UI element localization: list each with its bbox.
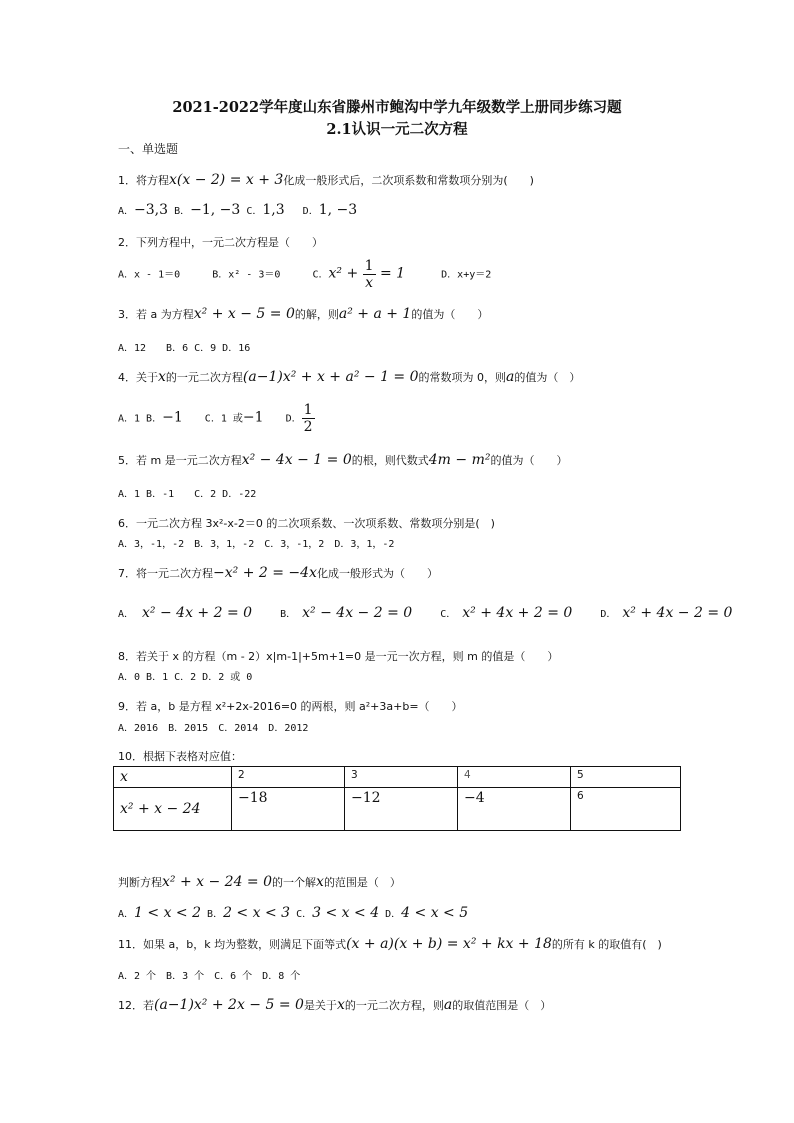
q4-option-c-value: −1 bbox=[242, 409, 264, 426]
q12-pre: 12．若 bbox=[118, 999, 154, 1012]
q10-option-c: C． bbox=[296, 909, 313, 920]
q1-option-b-value: −1, −3 bbox=[190, 202, 241, 218]
table-cell: −18 bbox=[232, 788, 345, 831]
table-cell: −4 bbox=[458, 788, 571, 831]
q2-fraction-denominator: x bbox=[365, 275, 374, 291]
q3-equation: x² + x − 5 = 0 bbox=[193, 306, 295, 322]
table-row bbox=[114, 767, 681, 788]
q1-pre: 1．将方程 bbox=[118, 174, 169, 187]
question-1-options bbox=[118, 202, 357, 218]
q4-variable-a: a bbox=[506, 369, 515, 385]
q7-option-c-value: x² + 4x + 2 = 0 bbox=[462, 605, 573, 621]
question-10: 10．根据下表格对应值： bbox=[118, 750, 242, 763]
table-cell: 6 bbox=[571, 788, 681, 831]
q7-equation: −x² + 2 = −4x bbox=[213, 565, 317, 581]
question-10-options bbox=[118, 905, 468, 921]
q12-variable: x bbox=[336, 997, 345, 1013]
question-4-options bbox=[118, 402, 315, 435]
q3-post: 的值为（ ） bbox=[411, 308, 489, 321]
q7-option-b: B． bbox=[280, 609, 297, 620]
table-cell: x bbox=[114, 767, 232, 788]
table-cell: 4 bbox=[458, 767, 571, 788]
q7-option-c: C． bbox=[440, 609, 457, 620]
q10-option-a-value: 1 < x < 2 bbox=[134, 905, 202, 921]
q1-option-d-value: 1, −3 bbox=[318, 202, 358, 218]
question-8-options: A．0 B．1 C．2 D．2 或 0 bbox=[118, 672, 253, 683]
q3-pre: 3．若 a 为方程 bbox=[118, 308, 194, 321]
q2-option-a: A．x - 1＝0 bbox=[118, 269, 181, 281]
q4-variable: x bbox=[158, 369, 166, 385]
q10-option-c-value: 3 < x < 4 bbox=[312, 905, 380, 921]
q2-option-b: B．x² - 3＝0 bbox=[212, 269, 281, 281]
question-7-options bbox=[118, 605, 732, 621]
question-3 bbox=[118, 306, 488, 322]
q2-option-c-fraction bbox=[363, 258, 376, 291]
q4-option-d-fraction bbox=[302, 402, 315, 435]
q10-post: 的范围是（ ） bbox=[323, 876, 401, 889]
q11-equation: (x + a)(x + b) = x² + kx + 18 bbox=[346, 936, 552, 952]
q4-fraction-denominator: 2 bbox=[303, 419, 313, 435]
q10-equation: x² + x − 24 = 0 bbox=[162, 874, 273, 890]
q2-option-c-lhs: x² + bbox=[328, 265, 363, 282]
q1-option-c: C． bbox=[246, 206, 263, 217]
q4-pre: 4．关于 bbox=[118, 371, 158, 384]
q12-mid: 是关于 bbox=[303, 999, 337, 1012]
question-9-options: A．2016 B．2015 C．2014 D．2012 bbox=[118, 723, 309, 734]
q7-pre: 7．将一元二次方程 bbox=[118, 567, 213, 580]
question-8: 8．若关于 x 的方程（m - 2）x|m-1|+5m+1=0 是一元一次方程，则 m 的值是（ ） bbox=[118, 650, 559, 663]
q7-option-d-value: x² + 4x − 2 = 0 bbox=[622, 605, 733, 621]
q3-expression: a² + a + 1 bbox=[338, 306, 412, 322]
q11-post: 的所有 k 的取值有( ) bbox=[551, 938, 662, 951]
q2-option-c: C． bbox=[312, 269, 329, 281]
q4-fraction-numerator: 1 bbox=[303, 402, 313, 418]
q4-option-d: D． bbox=[285, 413, 302, 425]
q1-option-d: D． bbox=[302, 206, 319, 217]
q12-post: 的取值范围是（ ） bbox=[452, 999, 552, 1012]
q4-mid2: 的常数项为 0，则 bbox=[418, 371, 507, 384]
q12-mid2: 的一元二次方程，则 bbox=[344, 999, 444, 1012]
q10-option-b: B． bbox=[207, 909, 224, 920]
question-6: 6．一元二次方程 3x²-x-2＝0 的二次项系数、一次项系数、常数项分别是( ) bbox=[118, 517, 495, 530]
question-4 bbox=[118, 369, 580, 385]
q5-equation: x² − 4x − 1 = 0 bbox=[241, 452, 352, 468]
q1-option-b: B． bbox=[174, 206, 191, 217]
question-9: 9．若 a，b 是方程 x²+2x-2016=0 的两根，则 a²+3a+b=（ ） bbox=[118, 700, 463, 713]
table-cell: −12 bbox=[345, 788, 458, 831]
q12-equation: (a−1)x² + 2x − 5 = 0 bbox=[154, 997, 304, 1013]
q1-equation: x(x − 2) = x + 3 bbox=[169, 172, 284, 188]
q10-pre: 判断方程 bbox=[118, 876, 162, 889]
q7-option-a-value: x² − 4x + 2 = 0 bbox=[142, 605, 253, 621]
q7-option-a: A． bbox=[118, 609, 135, 620]
q12-variable-a: a bbox=[443, 997, 453, 1013]
table-cell: 3 bbox=[345, 767, 458, 788]
question-1 bbox=[118, 172, 534, 188]
question-11-options: A．2 个 B．3 个 C．6 个 D．8 个 bbox=[118, 971, 301, 982]
q4-mid: 的一元二次方程 bbox=[165, 371, 243, 384]
table-cell: x² + x − 24 bbox=[114, 788, 232, 831]
q4-option-b-value: −1 bbox=[162, 409, 183, 426]
q5-mid: 的根，则代数式 bbox=[351, 454, 429, 467]
section-heading: 一、单选题 bbox=[118, 142, 179, 156]
document-subtitle: 2.1认识一元二次方程 bbox=[326, 121, 468, 138]
question-5 bbox=[118, 452, 567, 468]
q1-option-c-value: 1,3 bbox=[262, 202, 285, 218]
document-title: 2021-2022学年度山东省滕州市鲍沟中学九年级数学上册同步练习题 bbox=[172, 99, 622, 116]
q2-option-c-rhs: = 1 bbox=[375, 265, 406, 282]
q7-option-b-value: x² − 4x − 2 = 0 bbox=[302, 605, 413, 621]
q5-pre: 5．若 m 是一元二次方程 bbox=[118, 454, 242, 467]
q1-option-a-value: −3,3 bbox=[134, 202, 169, 218]
q10-variable: x bbox=[316, 874, 324, 890]
q2-fraction-numerator: 1 bbox=[364, 258, 374, 274]
value-table bbox=[113, 766, 681, 831]
question-2: 2．下列方程中，一元二次方程是（ ） bbox=[118, 236, 323, 249]
q7-post: 化成一般形式为（ ） bbox=[316, 567, 438, 580]
question-12 bbox=[118, 997, 551, 1013]
q11-pre: 11．如果 a，b，k 均为整数，则满足下面等式 bbox=[118, 938, 347, 951]
q1-option-a: A． bbox=[118, 206, 135, 217]
q7-option-d: D． bbox=[600, 609, 617, 620]
question-10-prompt bbox=[118, 874, 401, 890]
question-5-options: A．1 B．-1 C．2 D．-22 bbox=[118, 489, 257, 500]
q10-option-d: D． bbox=[385, 909, 402, 920]
q3-mid: 的解，则 bbox=[294, 308, 339, 321]
q10-option-d-value: 4 < x < 5 bbox=[401, 905, 469, 921]
q4-post: 的值为（ ） bbox=[514, 371, 581, 384]
q1-post: 化成一般形式后，二次项系数和常数项分别为( ) bbox=[283, 174, 534, 187]
table-cell: 5 bbox=[571, 767, 681, 788]
q5-expression: 4m − m² bbox=[428, 452, 491, 468]
table-row bbox=[114, 788, 681, 831]
question-11 bbox=[118, 936, 662, 952]
question-2-options bbox=[118, 258, 491, 291]
q2-option-d: D．x+y＝2 bbox=[441, 269, 492, 281]
table-cell: 2 bbox=[232, 767, 345, 788]
question-3-options: A．12 B．6 C．9 D．16 bbox=[118, 343, 251, 354]
question-6-options: A．3，-1，-2 B．3，1，-2 C．3，-1，2 D．3，1，-2 bbox=[118, 539, 395, 550]
q4-equation: (a−1)x² + x + a² − 1 = 0 bbox=[242, 369, 419, 385]
q5-post: 的值为（ ） bbox=[490, 454, 568, 467]
question-7 bbox=[118, 565, 438, 581]
q10-option-a: A． bbox=[118, 909, 135, 920]
q4-option-a-b: A．1 B． bbox=[118, 413, 163, 425]
q10-mid: 的一个解 bbox=[272, 876, 317, 889]
q4-option-c: C．1 或 bbox=[204, 413, 243, 425]
q10-option-b-value: 2 < x < 3 bbox=[223, 905, 291, 921]
